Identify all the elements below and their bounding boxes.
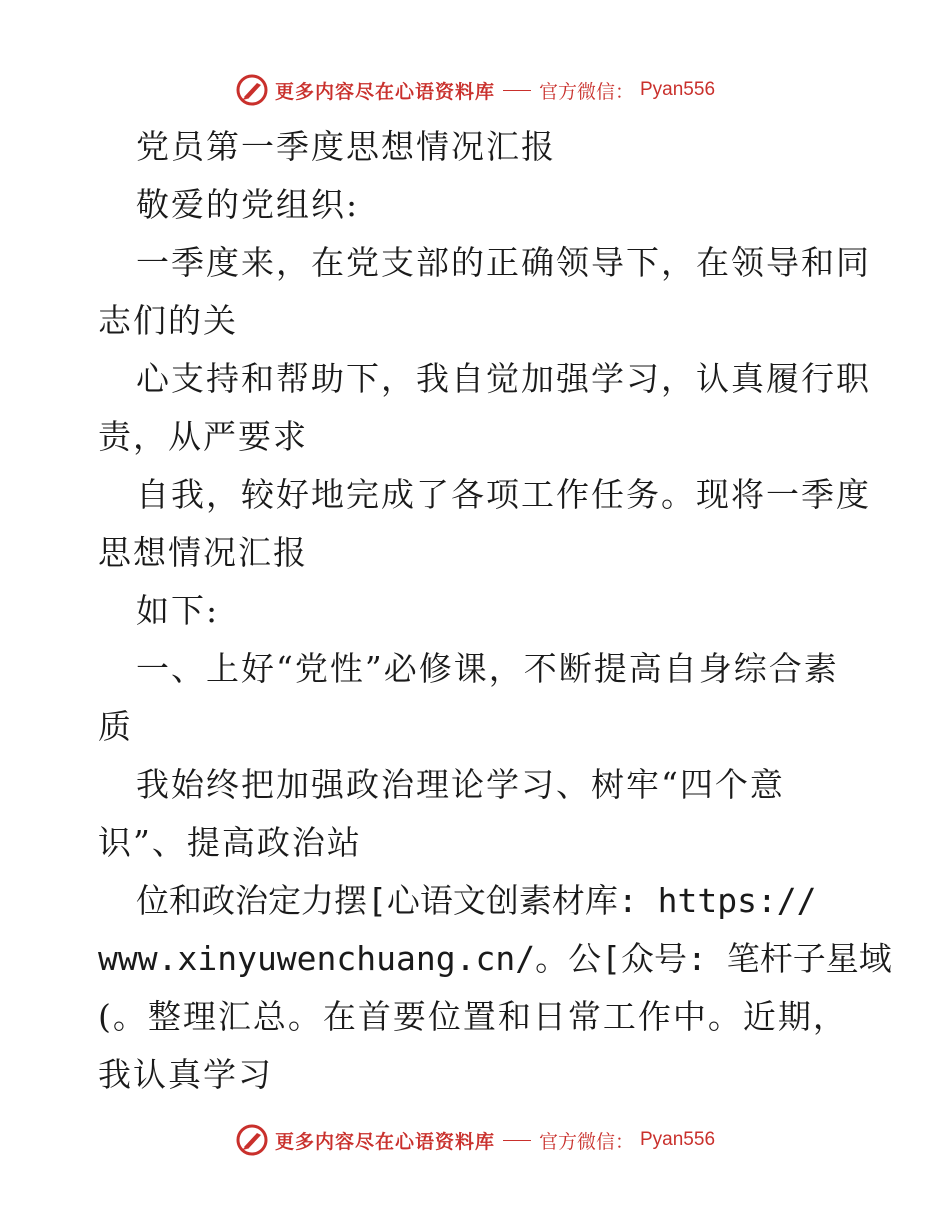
wechat-label: 官方微信： — [538, 80, 634, 103]
banner-divider — [503, 90, 531, 91]
wechat-id: Pyan556 — [640, 79, 716, 100]
section-heading: 一、上好“党性”必修课，不断提高自身综合素 — [136, 649, 839, 688]
brush-pen-logo-icon — [235, 1123, 269, 1157]
paragraph-line: 如下: — [136, 591, 220, 630]
paragraph-line-url: 位和政治定力摆[心语文创素材库: https:// — [136, 881, 817, 920]
wechat-label: 官方微信： — [538, 1130, 634, 1153]
paragraph-line: 心支持和帮助下，我自觉加强学习，认真履行职 — [136, 359, 871, 398]
salutation: 敬爱的党组织: — [136, 185, 360, 224]
paragraph-line: 自我，较好地完成了各项工作任务。现将一季度 — [136, 475, 871, 514]
paragraph-line: 责，从严要求 — [98, 417, 308, 456]
paragraph-line: 志们的关 — [98, 301, 238, 340]
paragraph-line: 我始终把加强政治理论学习、树牢“四个意 — [136, 765, 785, 804]
section-heading-continued: 质 — [98, 707, 133, 746]
paragraph-line: (。整理汇总。在首要位置和日常工作中。近期， — [98, 997, 848, 1036]
paragraph-line: 一季度来，在党支部的正确领导下，在领导和同 — [136, 243, 871, 282]
paragraph-line: 识”、提高政治站 — [98, 823, 362, 862]
wechat-id: Pyan556 — [640, 1129, 716, 1150]
banner-text: 更多内容尽在心语资料库 — [274, 80, 495, 103]
brush-pen-logo-icon — [235, 73, 269, 107]
paragraph-line-url: www.xinyuwenchuang.cn/。公[众号: 笔杆子星域 — [98, 939, 892, 978]
page-header-banner — [0, 70, 950, 110]
paragraph-line: 我认真学习 — [98, 1055, 273, 1094]
paragraph-line: 思想情况汇报 — [98, 533, 308, 572]
page-footer-banner — [0, 1120, 950, 1160]
banner-text: 更多内容尽在心语资料库 — [274, 1130, 495, 1153]
document-body — [98, 118, 892, 1104]
banner-divider — [503, 1140, 531, 1141]
document-title: 党员第一季度思想情况汇报 — [136, 127, 556, 166]
